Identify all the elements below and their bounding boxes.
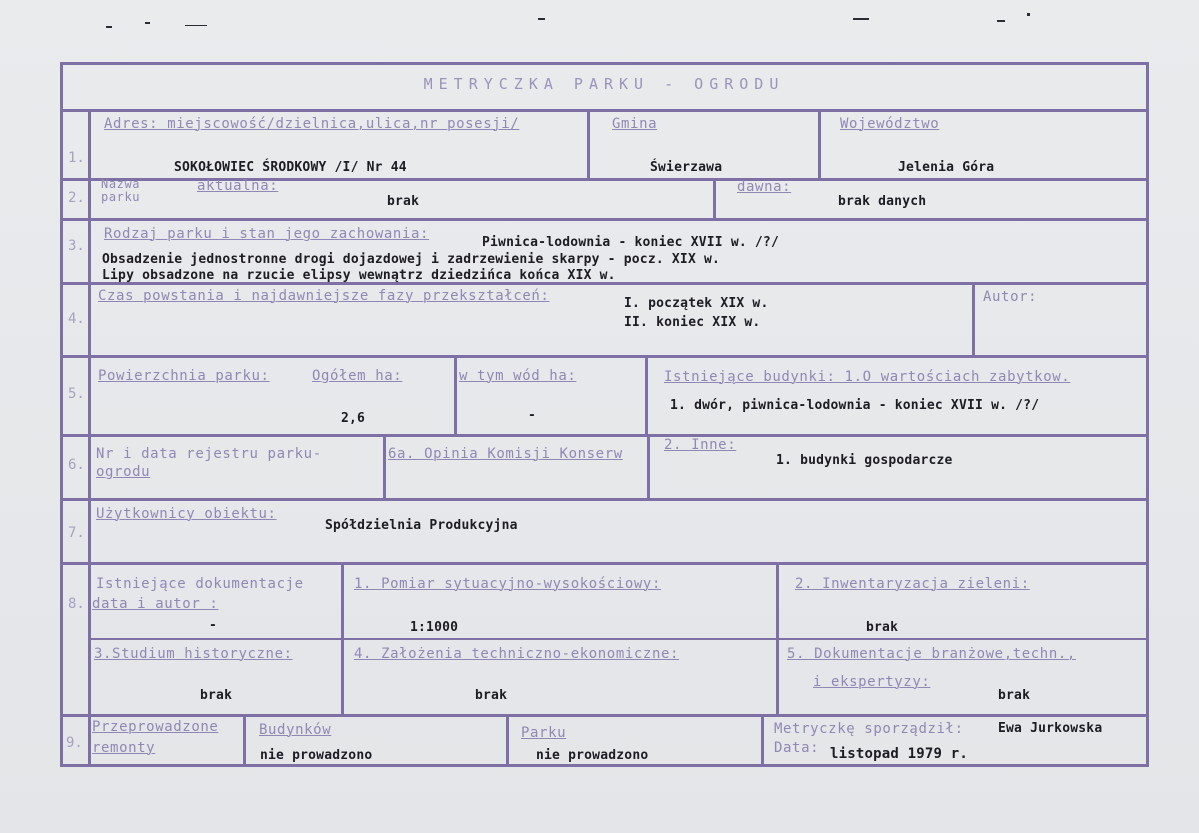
historical-study-label: 3.Studium historyczne: [94,646,293,662]
date-value: listopad 1979 r. [830,746,969,762]
buildings-label: Istniejące budynki: 1.O wartościach zabytkow. [664,369,1071,385]
row-divider [60,714,1149,717]
total-area-label: Ogółem ha: [312,368,403,384]
wojewodztwo-value: Jelenia Góra [898,160,995,175]
area-label: Powierzchnia parku: [98,368,270,384]
park-name-label-2: parku [101,190,141,204]
cell-divider [713,178,716,219]
row-divider [60,218,1149,221]
frame-bottom [60,764,1149,767]
former-name-value: brak danych [838,194,927,209]
greenery-value: brak [866,620,899,635]
current-name-value: brak [387,194,420,209]
cell-divider [587,109,590,179]
cell-divider [972,282,975,356]
survey-label: 1. Pomiar sytuacyjno-wysokościowy: [354,576,661,592]
docs-value: - [209,618,218,633]
renovations-label-2: remonty [92,740,156,756]
ink-mark [1027,13,1030,16]
branch-docs-label-2: i ekspertyzy: [813,674,931,690]
register-label: Nr i data rejestru parku- [96,446,322,462]
cell-divider [383,434,386,499]
cell-divider [776,562,779,715]
row-number: 8. [68,596,85,612]
address-value: SOKOŁOWIEC ŚRODKOWY /I/ Nr 44 [174,160,407,175]
prepared-by-label: Metryczkę sporządził: [774,721,964,737]
other-label: 2. Inne: [664,437,737,453]
frame-right [1146,62,1149,767]
opinion-label: 6a. Opinia Komisji Konserw [388,446,623,462]
row-divider [60,498,1149,501]
address-label: Adres: miejscowość/dzielnica,ulica,nr posesji/ [104,116,520,132]
buildings-renov-value: nie prowadzono [260,748,373,763]
origin-phase-2: II. koniec XIX w. [624,315,761,330]
cell-divider [645,355,648,435]
branch-docs-value: brak [998,688,1031,703]
row-number: 4. [68,311,85,327]
cell-divider [506,714,509,766]
row-divider [60,434,1149,437]
cell-divider [341,562,344,715]
ink-mark [997,20,1005,22]
tech-econ-value: brak [475,688,508,703]
docs-label: Istniejące dokumentacje [96,576,304,592]
date-label: Data: [774,740,820,756]
current-name-label: aktualna: [197,178,279,194]
former-name-label: dawna: [737,179,792,195]
park-renov-value: nie prowadzono [536,748,649,763]
tech-econ-label: 4. Założenia techniczno-ekonomiczne: [354,646,680,662]
renovations-label: Przeprowadzone [92,719,219,735]
frame-left [60,62,63,767]
branch-docs-label: 5. Dokumentacje branżowe,techn., [787,646,1076,662]
row-divider [60,562,1149,565]
park-renov-label: Parku [521,725,567,741]
ink-mark [853,18,869,20]
row-number: 6. [68,457,85,473]
survey-value: 1:1000 [410,620,459,635]
park-type-label: Rodzaj parku i stan jego zachowania: [104,226,430,242]
cell-divider [243,714,246,766]
frame-top [60,62,1149,65]
park-type-line-3: Lipy obsadzone na rzucie elipsy wewnątrz dziedzińca końca XIX w. [102,268,616,283]
docs-label-2: data i autor : [92,596,219,612]
ink-mark [106,26,112,28]
row-divider [60,355,1149,358]
wojewodztwo-label: Województwo [840,116,940,132]
row-number: 1. [68,150,85,166]
ink-mark [538,18,545,20]
row-number: 9. [66,735,83,751]
greenery-label: 2. Inwentaryzacja zieleni: [795,576,1030,592]
buildings-renov-label: Budynków [259,722,332,738]
ink-mark [145,22,150,24]
park-name-label: Nazwa [101,177,141,191]
park-type-line-1: Piwnica-lodownia - koniec XVII w. /?/ [482,235,779,250]
cell-divider [818,109,821,179]
form-title: METRYCZKA PARKU - OGRODU [423,75,785,93]
inner-divider [88,638,1148,640]
origin-label: Czas powstania i najdawniejsze fazy przekształceń: [98,288,550,304]
park-type-line-2: Obsadzenie jednostronne drogi dojazdowej i zadrzewienie skarpy - pocz. XIX w. [102,252,721,267]
origin-phase-1: I. początek XIX w. [624,296,769,311]
row-number: 3. [68,238,85,254]
row-number: 5. [68,386,85,402]
total-area-value: 2,6 [341,411,366,426]
register-label-2: ogrodu [96,464,151,480]
water-area-value: - [528,408,537,423]
row-number: 7. [68,525,85,541]
users-value: Spółdzielnia Produkcyjna [325,518,518,533]
row-number: 2. [68,190,85,206]
users-label: Użytkownicy obiektu: [96,506,277,522]
cell-divider [647,434,650,499]
water-area-label: w tym wód ha: [459,368,577,384]
prepared-by-value: Ewa Jurkowska [998,721,1103,736]
number-column-line [88,109,91,767]
author-label: Autor: [983,289,1038,305]
buildings-value: 1. dwór, piwnica-lodownia - koniec XVII w. /?/ [670,398,1040,413]
cell-divider [454,355,457,435]
row-divider [60,109,1149,112]
gmina-label: Gmina [612,116,658,132]
ink-mark [185,25,207,26]
gmina-value: Świerzawa [650,160,723,175]
historical-study-value: brak [200,688,233,703]
cell-divider [761,714,764,766]
other-value: 1. budynki gospodarcze [776,453,953,468]
